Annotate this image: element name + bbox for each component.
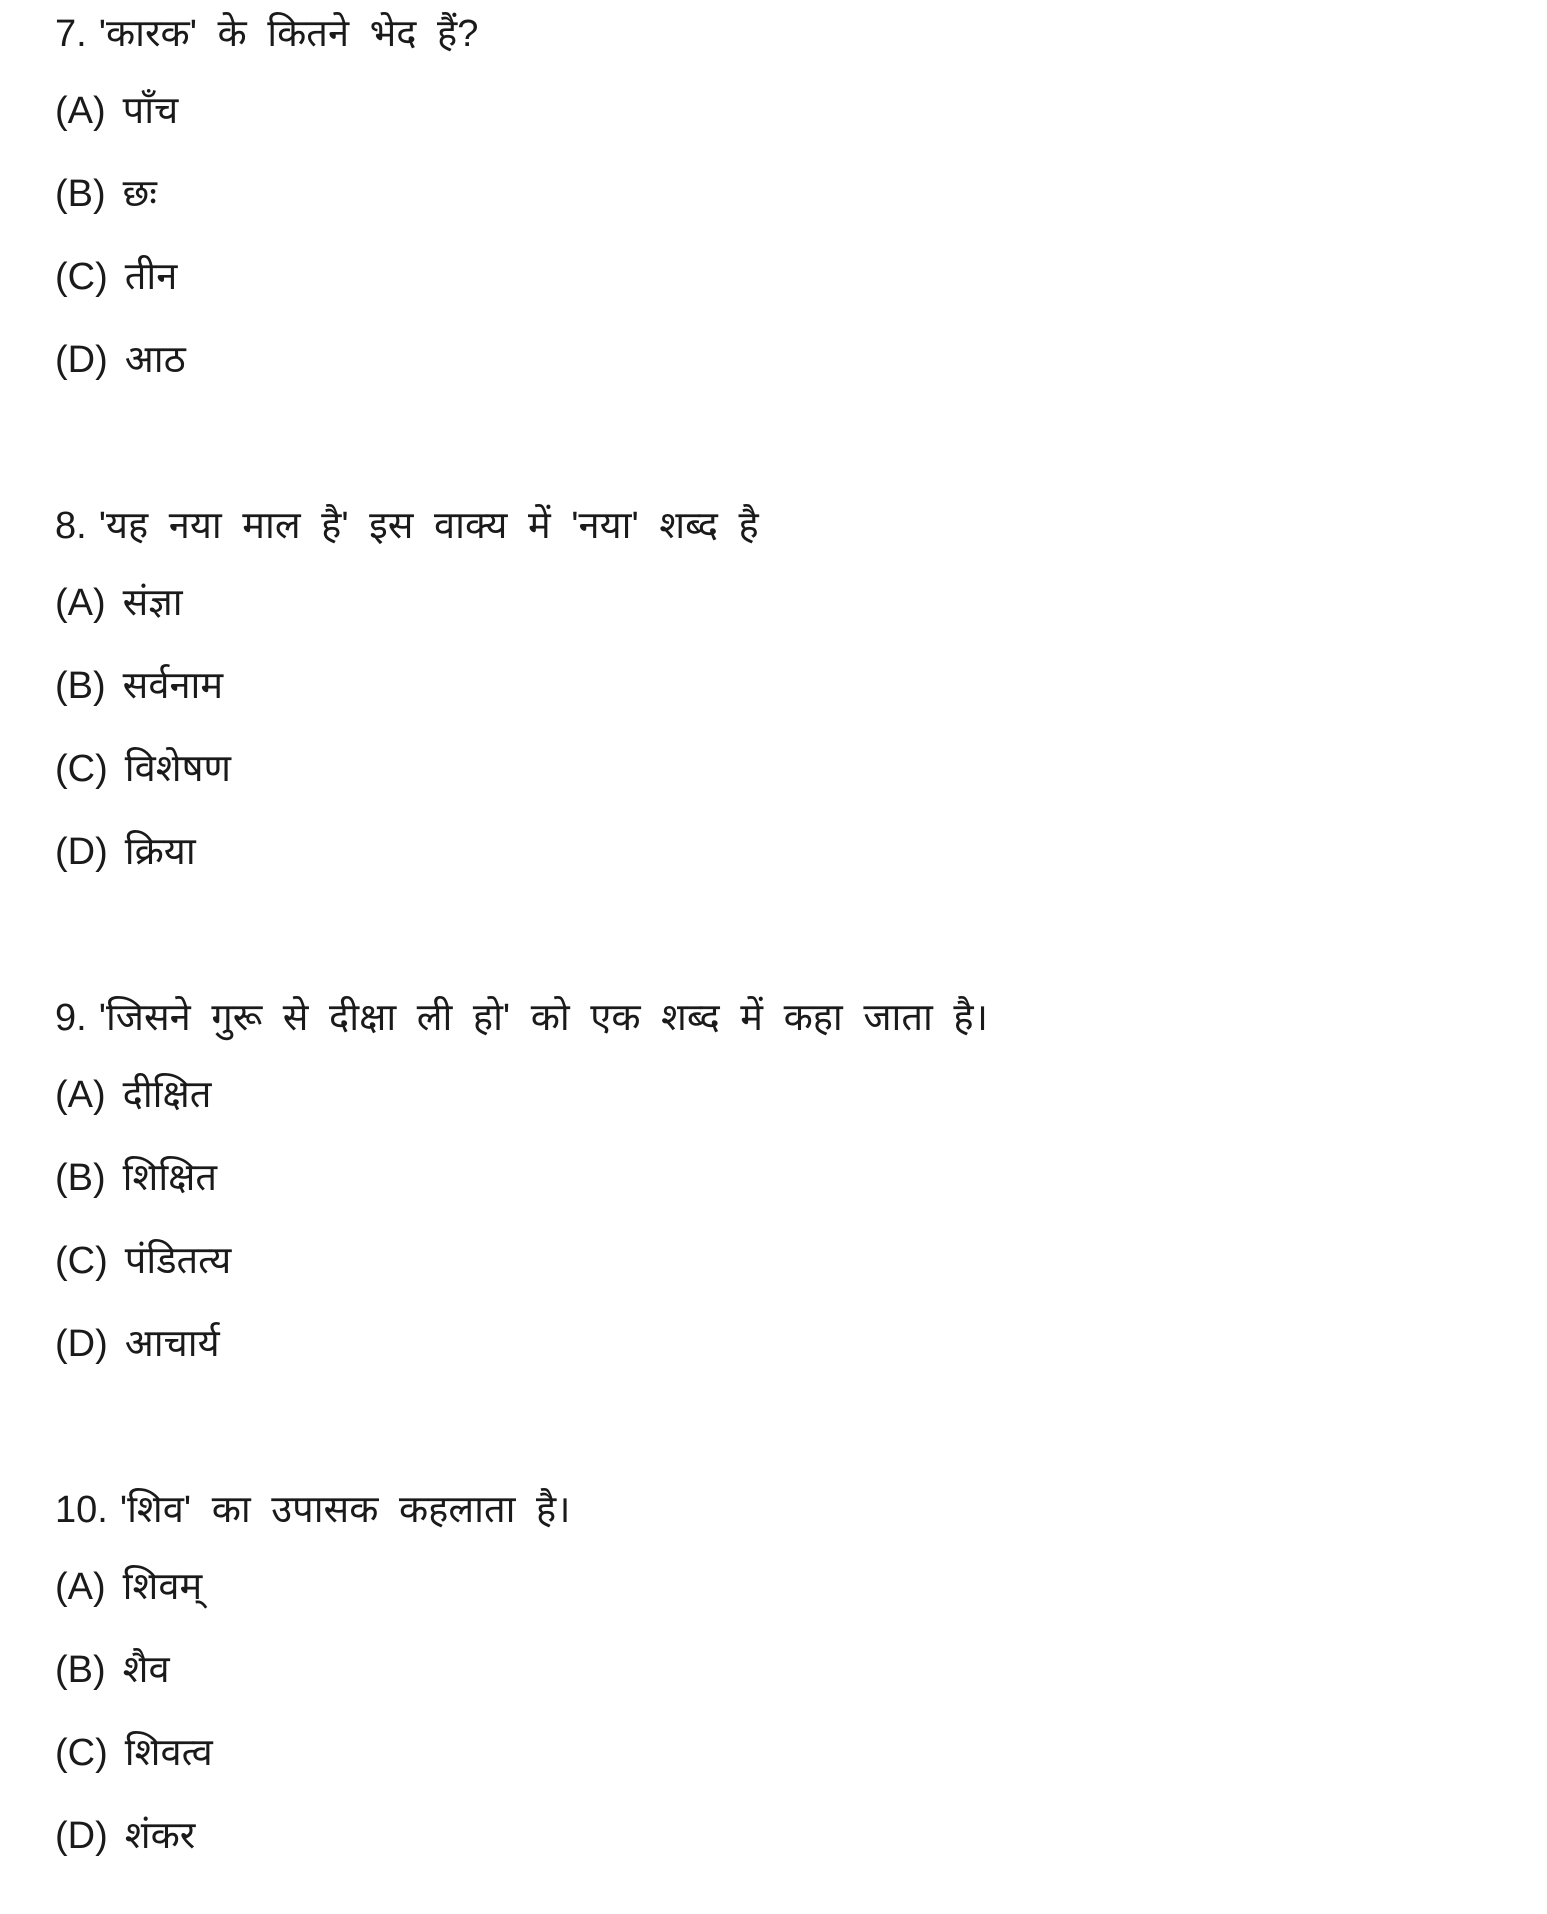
option-row [55, 826, 196, 878]
option-label: (A) [55, 90, 106, 132]
question-number: 7. [55, 13, 87, 55]
question-text: 'यह नया माल है' इस वाक्य में 'नया' शब्द है [98, 505, 759, 547]
option-label: (A) [55, 1566, 106, 1608]
option-label: (C) [55, 256, 108, 298]
question-line [55, 1484, 571, 1536]
option-row [55, 334, 186, 386]
question-block-8 [55, 500, 1517, 909]
option-text: शिवत्व [124, 1732, 213, 1774]
option-text: दीक्षित [122, 1074, 212, 1116]
option-label: (C) [55, 1732, 108, 1774]
question-number: 8. [55, 505, 87, 547]
question-text: 'जिसने गुरू से दीक्षा ली हो' को एक शब्द में कहा जाता है। [98, 997, 989, 1039]
option-row [55, 251, 177, 303]
option-row [55, 1152, 217, 1204]
question-block-9 [55, 992, 1517, 1401]
option-row [55, 660, 223, 712]
option-label: (B) [55, 1649, 106, 1691]
option-row [55, 1561, 202, 1613]
option-label: (A) [55, 1074, 106, 1116]
option-row [55, 1069, 211, 1121]
option-text: आठ [124, 339, 186, 381]
option-label: (D) [55, 339, 108, 381]
option-text: क्रिया [124, 831, 196, 873]
option-text: तीन [124, 256, 178, 298]
option-label: (B) [55, 665, 106, 707]
option-label: (A) [55, 582, 106, 624]
option-row [55, 743, 231, 795]
option-text: विशेषण [124, 748, 232, 790]
option-label: (C) [55, 1240, 108, 1282]
option-text: शंकर [124, 1815, 196, 1857]
option-label: (D) [55, 1815, 108, 1857]
option-text: आचार्य [124, 1323, 220, 1365]
option-row [55, 1810, 195, 1862]
question-text: 'कारक' के कितने भेद हैं? [98, 13, 479, 55]
option-text: शैव [122, 1649, 170, 1691]
option-label: (D) [55, 1323, 108, 1365]
option-row [55, 85, 178, 137]
option-row [55, 1644, 170, 1696]
question-line [55, 500, 759, 552]
option-row [55, 1318, 220, 1370]
option-label: (D) [55, 831, 108, 873]
option-label: (B) [55, 1157, 106, 1199]
option-text: शिक्षित [122, 1157, 218, 1199]
option-row [55, 168, 157, 220]
option-text: छः [122, 173, 157, 215]
exam-page [55, 8, 1517, 1893]
question-text: 'शिव' का उपासक कहलाता है। [119, 1489, 571, 1531]
question-number: 10. [55, 1489, 108, 1531]
option-text: पंडितत्य [124, 1240, 232, 1282]
option-label: (C) [55, 748, 108, 790]
option-row [55, 1727, 213, 1779]
question-block-10 [55, 1484, 1517, 1893]
option-row [55, 577, 183, 629]
option-row [55, 1235, 231, 1287]
question-block-7 [55, 8, 1517, 417]
question-line [55, 8, 478, 60]
option-text: सर्वनाम [122, 665, 224, 707]
option-label: (B) [55, 173, 106, 215]
question-line [55, 992, 988, 1044]
option-text: शिवम् [122, 1566, 203, 1608]
option-text: पाँच [122, 90, 179, 132]
option-text: संज्ञा [122, 582, 183, 624]
question-number: 9. [55, 997, 87, 1039]
